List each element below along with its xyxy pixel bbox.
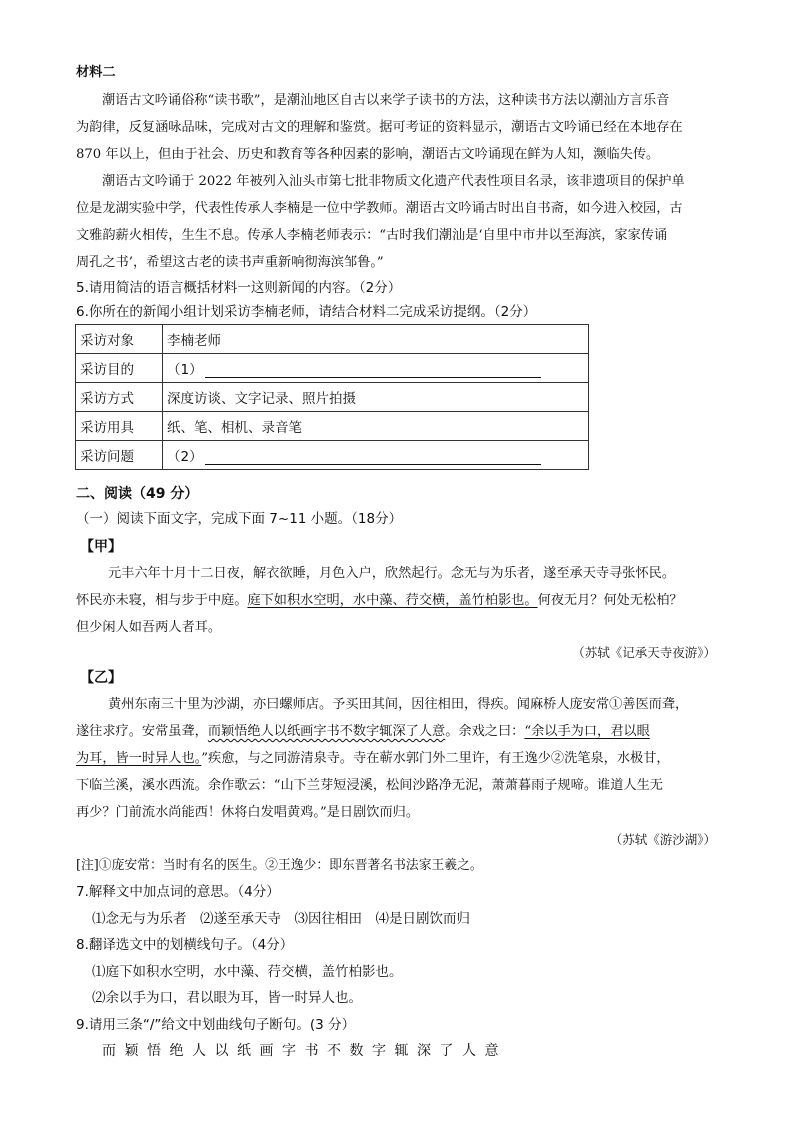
question-7-items: ⑴念无与为乐者 ⑵遂至承天寺 ⑶因往相田 ⑷是日剧饮而归	[92, 911, 470, 927]
question-9: 9.请用三条“/”给文中划曲线句子断句。(3 分）	[76, 1017, 356, 1033]
subsection-heading: （一）阅读下面文字，完成下面 7~11 小题。（18分）	[76, 511, 403, 527]
section-heading-reading: 二、阅读（49 分）	[76, 486, 199, 502]
paragraph-line: 文雅韵薪火相传，生生不息。传承人李楠老师表示：“古时我们潮汕是‘自里中市井以至海滨，家家传诵	[76, 228, 668, 243]
passage-yi-source: （苏轼《游沙湖》）	[609, 832, 716, 847]
interview-outline-table	[75, 324, 589, 470]
underlined-sentence-1: 庭下如积水空明，水中藻、荇交横，盖竹柏影也。	[247, 593, 538, 608]
row-key: 采访方式	[76, 383, 163, 412]
underlined-sentence-2b: 为耳，皆一时异人也。	[76, 751, 202, 766]
row-value: 深度访谈、文字记录、照片拍摄	[163, 383, 589, 412]
annotation-note: [注]①庞安常：当时有名的医生。②王逸少：即东晋著名书法家王羲之。	[76, 858, 483, 873]
row-key: 采访目的	[76, 354, 163, 383]
question-7: 7.解释文中加点词的意思。（4分）	[76, 884, 280, 900]
passage-line: 再少？门前流水尚能西！休将白发唱黄鸡。”是日剧饮而归。	[76, 805, 420, 820]
material-2-title: 材料二	[76, 65, 116, 80]
answer-blank-2[interactable]	[205, 450, 541, 465]
question-6: 6.你所在的新闻小组计划采访李楠老师，请结合材料二完成采访提纲。（2分）	[76, 304, 537, 320]
table-row	[76, 441, 589, 470]
passage-line: 但少闲人如吾两人者耳。	[76, 620, 222, 635]
table-row	[76, 354, 589, 383]
underlined-sentence-2a: “余以手为口，君以眼	[524, 724, 650, 739]
table-row	[76, 325, 589, 354]
paragraph-line: 位是龙湖实验中学，代表性传承人李楠是一位中学教师。潮语古文吟诵古时出自书斋，如今进入校园，古	[76, 201, 683, 216]
passage-jia-label: 【甲】	[80, 539, 122, 555]
row-value: 李楠老师	[163, 325, 589, 354]
passage-yi-label: 【乙】	[80, 670, 122, 686]
passage-line: 元丰六年十月十二日夜，解衣欲睡，月色入户，欣然起行。念无与为乐者，遂至承天寺寻张怀民。	[108, 566, 676, 581]
row-value-cell	[163, 354, 589, 383]
paragraph-line: 为韵律，反复涵咏品味，完成对古文的理解和鉴赏。据可考证的资料显示，潮语古文吟诵已经在本地存在	[76, 120, 683, 135]
passage-line: 怀民亦未寝，相与步于中庭。庭下如积水空明，水中藻、荇交横，盖竹柏影也。何夜无月？何处无松柏？	[76, 593, 683, 608]
row-key: 采访问题	[76, 441, 163, 470]
row-value-cell	[163, 441, 589, 470]
passage-line: 遂往求疗。安常虽聋，而颖悟绝人以纸画字书不数字辄深了人意。余戏之曰：“余以手为口，君以眼	[76, 724, 650, 739]
question-9-sentence: 而颖悟绝人以纸画字书不数字辄深了人意	[102, 1043, 507, 1059]
question-5: 5.请用简洁的语言概括材料一这则新闻的内容。（2分）	[76, 280, 402, 296]
passage-line: 为耳，皆一时异人也。”疾愈，与之同游清泉寺。寺在蕲水郭门外二里许，有王逸少②洗笔泉，水极甘，	[76, 751, 670, 766]
item-number: （1）	[167, 362, 203, 378]
passage-jia-source: （苏轼《记承天寺夜游》）	[572, 645, 716, 660]
paragraph-line: 潮语古文吟诵俗称“读书歌”，是潮汕地区自古以来学子读书的方法，这种读书方法以潮汕方言乐音	[102, 93, 670, 108]
paragraph-line: 周孔之书’，希望这古老的读书声重新响彻海滨邹鲁。”	[76, 255, 384, 270]
question-8: 8.翻译选文中的划横线句子。（4分）	[76, 937, 294, 953]
row-value: 纸、笔、相机、录音笔	[163, 412, 589, 441]
wavy-underlined-sentence: 而颖悟绝人以纸画字书不数字辄深了人意	[207, 724, 446, 739]
question-8-item-1: ⑴庭下如积水空明，水中藻、荇交横，盖竹柏影也。	[92, 964, 403, 980]
question-8-item-2: ⑵余以手为口，君以眼为耳，皆一时异人也。	[92, 990, 362, 1006]
passage-line: 黄州东南三十里为沙湖，亦曰螺师店。予买田其间，因往相田，得疾。闻麻桥人庞安常①善医而聋，	[108, 697, 689, 712]
row-key: 采访对象	[76, 325, 163, 354]
paragraph-line: 870 年以上，但由于社会、历史和教育等各种因素的影响，潮语古文吟诵现在鲜为人知，濒临失传。	[76, 147, 660, 162]
table-row	[76, 412, 589, 441]
table-row	[76, 383, 589, 412]
row-key: 采访用具	[76, 412, 163, 441]
passage-line: 下临兰溪，溪水西流。余作歌云：“山下兰芽短浸溪，松间沙路净无泥，萧萧暮雨子规啼。谁道人生无	[76, 778, 663, 793]
answer-blank-1[interactable]	[205, 363, 541, 378]
item-number: （2）	[167, 449, 203, 465]
paragraph-line: 潮语古文吟诵于 2022 年被列入汕头市第七批非物质文化遗产代表性项目名录，该非遗项目的保护单	[102, 174, 685, 189]
